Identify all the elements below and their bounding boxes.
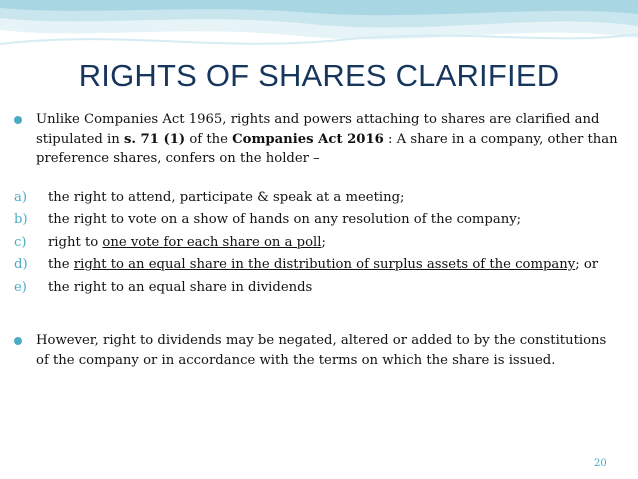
item-text-pre: right to [48, 234, 103, 250]
right-item-a [10, 188, 620, 208]
right-item-d [10, 255, 620, 275]
item-letter: d) [14, 257, 28, 272]
item-text: the right to attend, participate & speak at a meeting; [48, 189, 405, 205]
slide-title: RIGHTS OF SHARES CLARIFIED [78, 58, 560, 93]
slide-body [10, 110, 620, 370]
right-item-b [10, 210, 620, 230]
intro-bullet [10, 110, 620, 169]
item-letter: a) [14, 189, 28, 205]
item-text: the right to an equal share in dividends [48, 279, 313, 295]
section-reference: s. 71 (1) [123, 131, 186, 147]
item-text-post: ; or [575, 257, 599, 272]
item-text-post: ; [321, 234, 326, 250]
act-name: Companies Act 2016 [232, 131, 384, 147]
item-letter: e) [14, 279, 27, 295]
intro-text-1: Unlike Companies Act 1965, rights and powers attaching to shares are clarified and stipulated in [36, 112, 600, 147]
item-letter: b) [14, 212, 28, 227]
item-text-underlined: right to an equal share in the distribution of surplus assets of the company [73, 257, 576, 272]
item-letter: c) [14, 234, 27, 250]
bullet-dot-icon [14, 116, 22, 124]
page-number: 20 [594, 458, 607, 469]
intro-text-3: : A share in a company, other than preference shares, confers on the holder – [36, 131, 618, 166]
item-text-pre: the [48, 257, 74, 272]
item-text-underlined: one vote for each share on a poll [102, 234, 322, 250]
bullet-dot-icon [14, 337, 22, 345]
closing-bullet [10, 331, 620, 370]
intro-text-2: of the [185, 131, 233, 147]
right-item-c [10, 233, 620, 253]
closing-text: However, right to dividends may be negated, altered or added to by the constitutions of the company or in accordance with the terms on which the share is issued. [36, 333, 607, 368]
item-text: the right to vote on a show of hands on any resolution of the company; [48, 212, 522, 227]
right-item-e [10, 278, 620, 298]
